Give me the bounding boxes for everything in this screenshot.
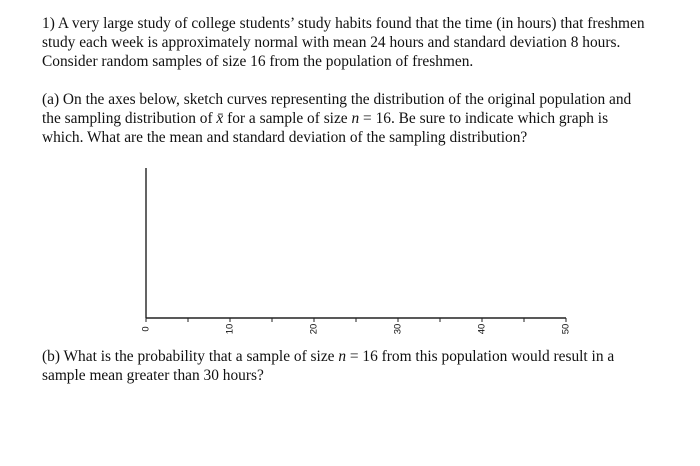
- part-b-line2: sample mean greater than 30 hours?: [42, 367, 264, 384]
- part-a-line2a: the sampling distribution of: [42, 110, 217, 127]
- x-tick-label: 0: [140, 326, 152, 332]
- part-a-line1: (a) On the axes below, sketch curves representing the distribution of the original population and: [42, 91, 632, 108]
- part-a-line2c: = 16. Be sure to indicate which graph is: [359, 110, 609, 127]
- part-b-line1a: (b) What is the probability that a sample of size: [42, 348, 339, 365]
- n-variable-b: n: [338, 348, 347, 365]
- xbar-symbol: x̄: [216, 110, 224, 127]
- x-axis-ticks: [141, 318, 572, 334]
- part-b-text: [42, 347, 672, 385]
- x-tick-label: 20: [308, 323, 320, 335]
- x-tick-label: 10: [224, 323, 236, 335]
- part-b-line1b: = 16 from this population would result in a: [346, 348, 615, 365]
- x-tick-label: 50: [560, 323, 572, 335]
- n-variable: n: [351, 110, 360, 127]
- part-a-line2b: for a sample of size: [223, 110, 352, 127]
- x-tick-label: 40: [476, 323, 488, 335]
- x-tick-label: 30: [392, 323, 404, 335]
- question-intro-text: 1) A very large study of college students’ study habits found that the time (in hours) that freshmen study each week is approximately normal with mean 24 hours and standard deviation 8 hours. Consider random samples of size 16 from the population of freshmen.: [42, 15, 645, 70]
- part-a-line3: which. What are the mean and standard deviation of the sampling distribution?: [42, 129, 528, 146]
